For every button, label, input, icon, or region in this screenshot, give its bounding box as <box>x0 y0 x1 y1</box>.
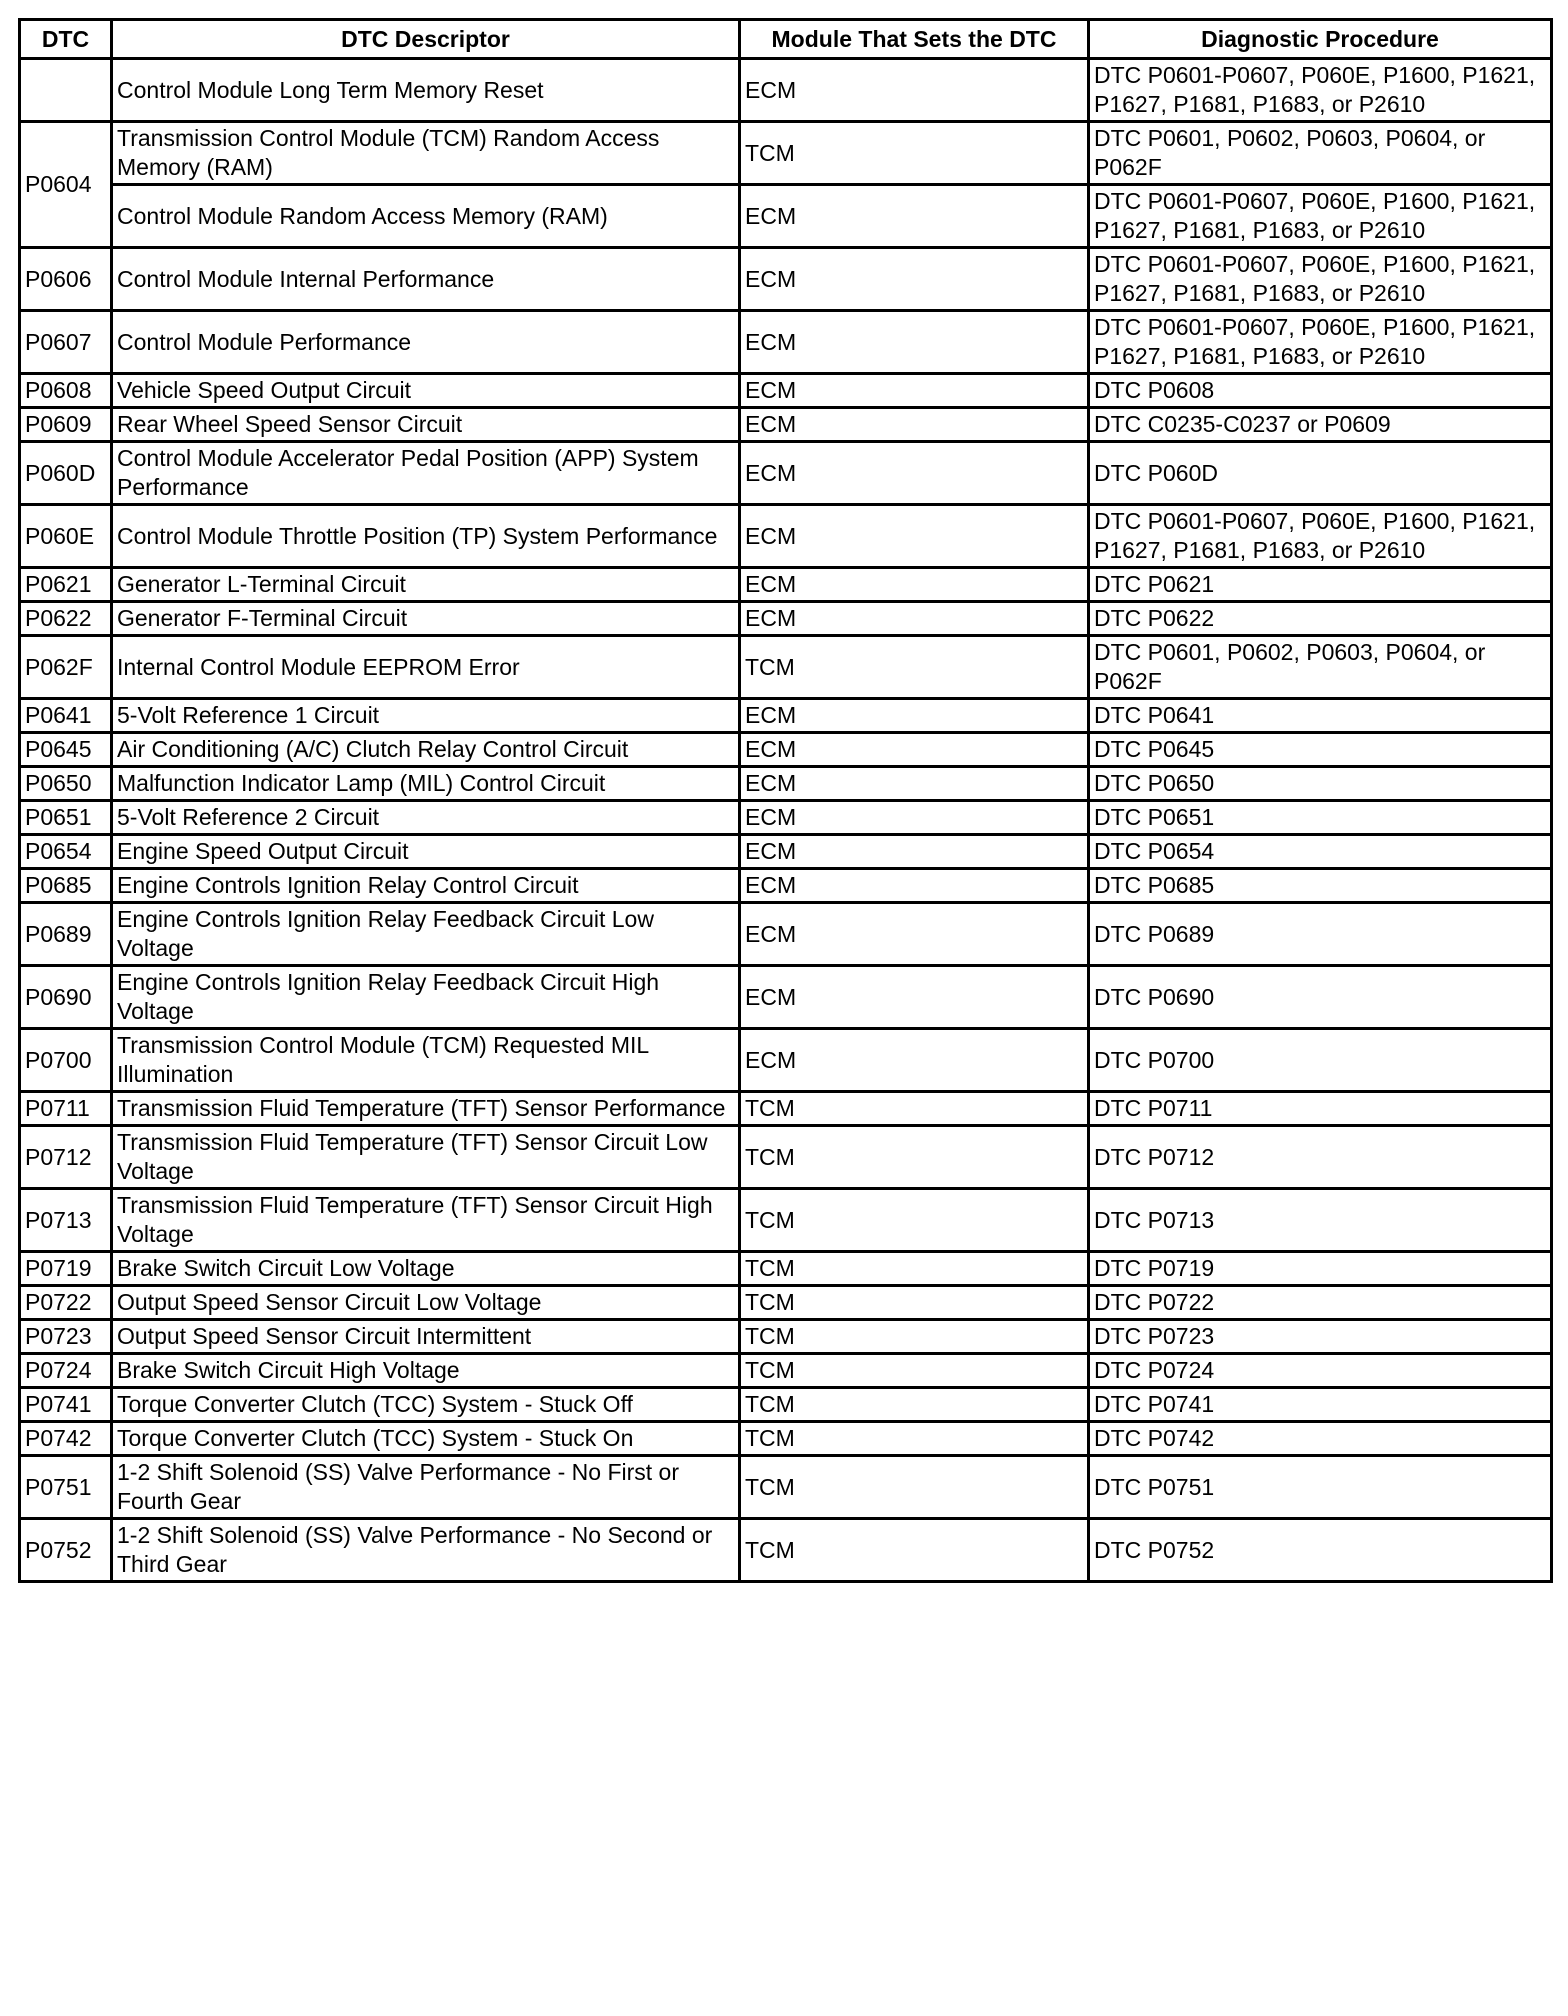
table-cell-descriptor: Torque Converter Clutch (TCC) System - Stuck On <box>112 1422 740 1456</box>
table-cell-procedure: DTC P0608 <box>1089 374 1552 408</box>
table-cell-module: TCM <box>740 636 1089 699</box>
table-cell-descriptor: Transmission Control Module (TCM) Requested MIL Illumination <box>112 1029 740 1092</box>
table-cell-procedure: DTC P0752 <box>1089 1519 1552 1582</box>
table-cell-dtc: P0607 <box>20 311 112 374</box>
table-cell-module: ECM <box>740 248 1089 311</box>
table-cell-dtc: P0713 <box>20 1189 112 1252</box>
table-cell-module: ECM <box>740 568 1089 602</box>
dtc-table <box>18 18 1553 1583</box>
table-cell-descriptor: Internal Control Module EEPROM Error <box>112 636 740 699</box>
table-cell-descriptor: 5-Volt Reference 1 Circuit <box>112 699 740 733</box>
table-cell-module: ECM <box>740 311 1089 374</box>
table-cell-procedure: DTC P0712 <box>1089 1126 1552 1189</box>
table-cell-procedure: DTC P0601-P0607, P060E, P1600, P1621, P1627, P1681, P1683, or P2610 <box>1089 185 1552 248</box>
table-cell-procedure: DTC P0650 <box>1089 767 1552 801</box>
table-cell-descriptor: Control Module Random Access Memory (RAM) <box>112 185 740 248</box>
table-cell-dtc: P0641 <box>20 699 112 733</box>
table-cell-descriptor: Vehicle Speed Output Circuit <box>112 374 740 408</box>
table-cell-descriptor: Control Module Long Term Memory Reset <box>112 59 740 122</box>
table-cell-module: TCM <box>740 1422 1089 1456</box>
table-cell-procedure: DTC P0742 <box>1089 1422 1552 1456</box>
table-row <box>20 311 1552 374</box>
table-row <box>20 767 1552 801</box>
table-row <box>20 185 1552 248</box>
table-cell-descriptor: Brake Switch Circuit Low Voltage <box>112 1252 740 1286</box>
table-cell-dtc: P0752 <box>20 1519 112 1582</box>
table-cell-dtc: P0645 <box>20 733 112 767</box>
table-cell-dtc: P0690 <box>20 966 112 1029</box>
table-cell-module: TCM <box>740 1354 1089 1388</box>
table-cell-procedure: DTC P0651 <box>1089 801 1552 835</box>
table-row <box>20 869 1552 903</box>
table-cell-module: ECM <box>740 733 1089 767</box>
table-cell-descriptor: 5-Volt Reference 2 Circuit <box>112 801 740 835</box>
column-header-procedure: Diagnostic Procedure <box>1089 20 1552 59</box>
table-cell-dtc: P0621 <box>20 568 112 602</box>
table-cell-procedure: DTC P0601-P0607, P060E, P1600, P1621, P1627, P1681, P1683, or P2610 <box>1089 59 1552 122</box>
table-cell-dtc: P0723 <box>20 1320 112 1354</box>
table-cell-procedure: DTC C0235-C0237 or P0609 <box>1089 408 1552 442</box>
table-cell-module: ECM <box>740 185 1089 248</box>
table-cell-dtc: P0654 <box>20 835 112 869</box>
table-cell-procedure: DTC P0722 <box>1089 1286 1552 1320</box>
table-cell-dtc: P0622 <box>20 602 112 636</box>
table-row <box>20 1519 1552 1582</box>
table-cell-dtc: P0712 <box>20 1126 112 1189</box>
table-row <box>20 1092 1552 1126</box>
table-cell-descriptor: Engine Controls Ignition Relay Feedback Circuit Low Voltage <box>112 903 740 966</box>
table-cell-dtc: P060E <box>20 505 112 568</box>
table-cell-module: TCM <box>740 1092 1089 1126</box>
table-cell-dtc: P0711 <box>20 1092 112 1126</box>
table-cell-descriptor: 1-2 Shift Solenoid (SS) Valve Performance - No Second or Third Gear <box>112 1519 740 1582</box>
table-row <box>20 1126 1552 1189</box>
table-row <box>20 835 1552 869</box>
table-cell-dtc: P0604 <box>20 122 112 248</box>
table-cell-module: TCM <box>740 1388 1089 1422</box>
table-cell-module: ECM <box>740 505 1089 568</box>
table-cell-module: ECM <box>740 442 1089 505</box>
table-cell-procedure: DTC P0601-P0607, P060E, P1600, P1621, P1627, P1681, P1683, or P2610 <box>1089 248 1552 311</box>
table-cell-procedure: DTC P0601-P0607, P060E, P1600, P1621, P1627, P1681, P1683, or P2610 <box>1089 311 1552 374</box>
table-row <box>20 1029 1552 1092</box>
table-cell-module: ECM <box>740 602 1089 636</box>
table-cell-module: TCM <box>740 1286 1089 1320</box>
table-cell-module: ECM <box>740 408 1089 442</box>
table-cell-descriptor: Transmission Fluid Temperature (TFT) Sensor Circuit Low Voltage <box>112 1126 740 1189</box>
table-cell-procedure: DTC P0689 <box>1089 903 1552 966</box>
table-cell-module: ECM <box>740 767 1089 801</box>
table-cell-dtc: P0700 <box>20 1029 112 1092</box>
table-cell-module: ECM <box>740 699 1089 733</box>
table-cell-descriptor: Brake Switch Circuit High Voltage <box>112 1354 740 1388</box>
table-cell-descriptor: Transmission Fluid Temperature (TFT) Sensor Performance <box>112 1092 740 1126</box>
table-cell-procedure: DTC P060D <box>1089 442 1552 505</box>
table-body <box>20 59 1552 1582</box>
table-cell-dtc: P0608 <box>20 374 112 408</box>
table-cell-descriptor: Engine Controls Ignition Relay Feedback Circuit High Voltage <box>112 966 740 1029</box>
table-cell-procedure: DTC P0724 <box>1089 1354 1552 1388</box>
table-cell-module: ECM <box>740 374 1089 408</box>
table-row <box>20 122 1552 185</box>
table-cell-descriptor: Control Module Performance <box>112 311 740 374</box>
table-cell-descriptor: Output Speed Sensor Circuit Intermittent <box>112 1320 740 1354</box>
table-cell-descriptor: Engine Controls Ignition Relay Control Circuit <box>112 869 740 903</box>
table-cell-procedure: DTC P0719 <box>1089 1252 1552 1286</box>
table-cell-module: ECM <box>740 835 1089 869</box>
table-cell-module: TCM <box>740 1456 1089 1519</box>
column-header-descriptor: DTC Descriptor <box>112 20 740 59</box>
table-cell-module: ECM <box>740 1029 1089 1092</box>
table-row <box>20 636 1552 699</box>
table-row <box>20 699 1552 733</box>
table-cell-dtc: P062F <box>20 636 112 699</box>
table-cell-procedure: DTC P0622 <box>1089 602 1552 636</box>
table-cell-procedure: DTC P0690 <box>1089 966 1552 1029</box>
table-row <box>20 59 1552 122</box>
table-row <box>20 1388 1552 1422</box>
table-cell-module: ECM <box>740 801 1089 835</box>
table-cell-module: ECM <box>740 966 1089 1029</box>
table-cell-procedure: DTC P0601-P0607, P060E, P1600, P1621, P1627, P1681, P1683, or P2610 <box>1089 505 1552 568</box>
table-cell-module: TCM <box>740 122 1089 185</box>
table-row <box>20 408 1552 442</box>
table-row <box>20 602 1552 636</box>
table-cell-module: TCM <box>740 1320 1089 1354</box>
table-cell-procedure: DTC P0601, P0602, P0603, P0604, or P062F <box>1089 636 1552 699</box>
table-cell-procedure: DTC P0713 <box>1089 1189 1552 1252</box>
table-cell-descriptor: Engine Speed Output Circuit <box>112 835 740 869</box>
table-cell-descriptor: Air Conditioning (A/C) Clutch Relay Control Circuit <box>112 733 740 767</box>
table-row <box>20 505 1552 568</box>
table-cell-module: TCM <box>740 1252 1089 1286</box>
table-cell-dtc: P0741 <box>20 1388 112 1422</box>
table-cell-module: TCM <box>740 1189 1089 1252</box>
table-cell-dtc: P0722 <box>20 1286 112 1320</box>
table-cell-dtc: P0724 <box>20 1354 112 1388</box>
table-cell-module: TCM <box>740 1519 1089 1582</box>
table-cell-dtc: P0751 <box>20 1456 112 1519</box>
table-row <box>20 1320 1552 1354</box>
table-cell-dtc: P0609 <box>20 408 112 442</box>
table-cell-procedure: DTC P0711 <box>1089 1092 1552 1126</box>
table-cell-procedure: DTC P0685 <box>1089 869 1552 903</box>
table-cell-procedure: DTC P0601, P0602, P0603, P0604, or P062F <box>1089 122 1552 185</box>
table-cell-dtc <box>20 59 112 122</box>
table-row <box>20 1189 1552 1252</box>
table-row <box>20 903 1552 966</box>
table-cell-procedure: DTC P0741 <box>1089 1388 1552 1422</box>
table-cell-dtc: P0719 <box>20 1252 112 1286</box>
column-header-module: Module That Sets the DTC <box>740 20 1089 59</box>
table-cell-module: TCM <box>740 1126 1089 1189</box>
table-cell-descriptor: Rear Wheel Speed Sensor Circuit <box>112 408 740 442</box>
table-cell-procedure: DTC P0751 <box>1089 1456 1552 1519</box>
table-row <box>20 1456 1552 1519</box>
table-header-row <box>20 20 1552 59</box>
table-cell-descriptor: Transmission Control Module (TCM) Random Access Memory (RAM) <box>112 122 740 185</box>
table-cell-descriptor: Control Module Throttle Position (TP) System Performance <box>112 505 740 568</box>
table-row <box>20 1252 1552 1286</box>
table-cell-procedure: DTC P0641 <box>1089 699 1552 733</box>
table-row <box>20 248 1552 311</box>
table-cell-procedure: DTC P0723 <box>1089 1320 1552 1354</box>
table-cell-dtc: P0689 <box>20 903 112 966</box>
table-cell-module: ECM <box>740 59 1089 122</box>
table-cell-dtc: P0650 <box>20 767 112 801</box>
table-cell-descriptor: 1-2 Shift Solenoid (SS) Valve Performance - No First or Fourth Gear <box>112 1456 740 1519</box>
table-cell-dtc: P0742 <box>20 1422 112 1456</box>
table-row <box>20 1354 1552 1388</box>
table-row <box>20 801 1552 835</box>
table-cell-dtc: P060D <box>20 442 112 505</box>
table-cell-procedure: DTC P0645 <box>1089 733 1552 767</box>
table-row <box>20 568 1552 602</box>
table-row <box>20 1286 1552 1320</box>
table-cell-procedure: DTC P0700 <box>1089 1029 1552 1092</box>
table-cell-descriptor: Control Module Accelerator Pedal Position (APP) System Performance <box>112 442 740 505</box>
table-cell-module: ECM <box>740 869 1089 903</box>
table-cell-procedure: DTC P0654 <box>1089 835 1552 869</box>
table-cell-dtc: P0651 <box>20 801 112 835</box>
table-cell-descriptor: Generator F-Terminal Circuit <box>112 602 740 636</box>
table-cell-module: ECM <box>740 903 1089 966</box>
table-row <box>20 733 1552 767</box>
table-cell-dtc: P0606 <box>20 248 112 311</box>
table-cell-descriptor: Generator L-Terminal Circuit <box>112 568 740 602</box>
table-row <box>20 374 1552 408</box>
table-cell-descriptor: Transmission Fluid Temperature (TFT) Sensor Circuit High Voltage <box>112 1189 740 1252</box>
table-row <box>20 1422 1552 1456</box>
column-header-dtc: DTC <box>20 20 112 59</box>
table-row <box>20 442 1552 505</box>
table-cell-procedure: DTC P0621 <box>1089 568 1552 602</box>
table-cell-descriptor: Output Speed Sensor Circuit Low Voltage <box>112 1286 740 1320</box>
table-cell-descriptor: Control Module Internal Performance <box>112 248 740 311</box>
table-cell-descriptor: Malfunction Indicator Lamp (MIL) Control Circuit <box>112 767 740 801</box>
table-cell-descriptor: Torque Converter Clutch (TCC) System - Stuck Off <box>112 1388 740 1422</box>
table-row <box>20 966 1552 1029</box>
table-cell-dtc: P0685 <box>20 869 112 903</box>
